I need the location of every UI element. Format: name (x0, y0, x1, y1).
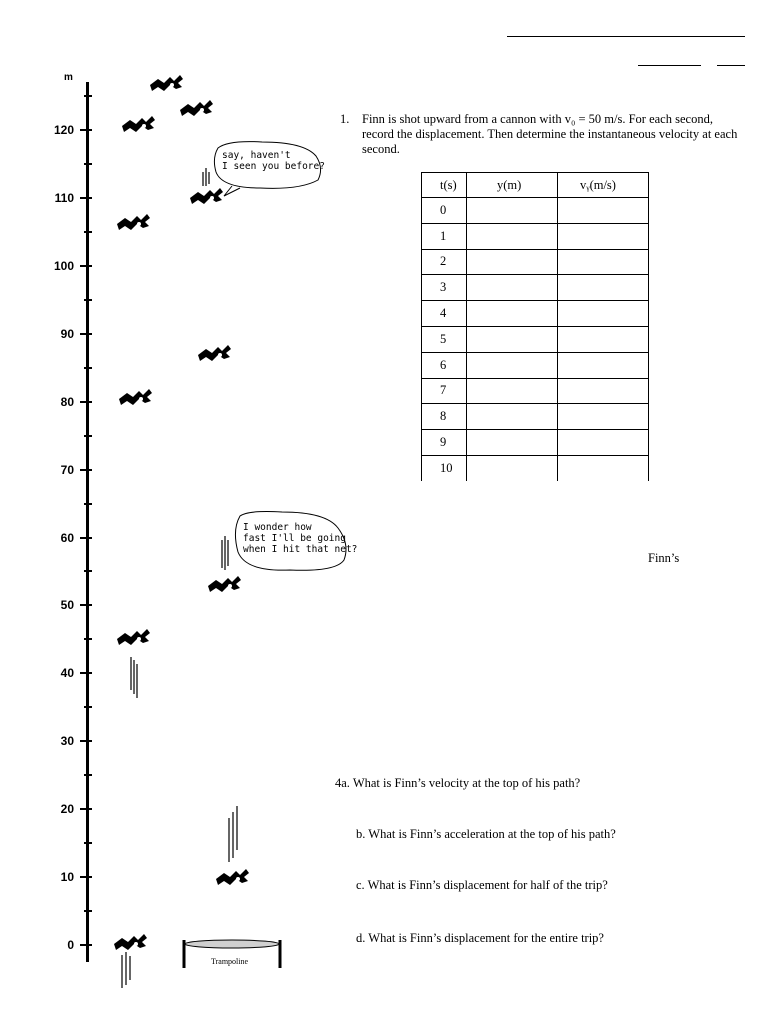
col-header-time: t(s) (422, 173, 467, 198)
question-1-text: Finn is shot upward from a cannon with v₀ = 50 m/s. For each second, record the displacement. Then determine the instantaneous velocity at each second. (362, 112, 738, 156)
question-4a: 4a. What is Finn’s velocity at the top of his path? (335, 776, 581, 790)
finn-label: Finn’s (648, 551, 680, 565)
finn-figure-icon (117, 629, 150, 645)
time-cell: 6 (422, 352, 467, 378)
time-cell: 7 (422, 378, 467, 404)
axis-label: 30 (60, 734, 74, 749)
question-4d: d. What is Finn’s displacement for the entire trip? (356, 931, 604, 945)
time-cell: 3 (422, 275, 467, 301)
speech-bubble-middle-text: I wonder how fast I'll be going when I hit that net? (243, 522, 358, 555)
question-4b: b. What is Finn’s acceleration at the top of his path? (356, 827, 616, 841)
axis-label: 70 (60, 462, 74, 477)
col-header-velocity: vᵧ(m/s) (558, 173, 649, 198)
time-cell: 10 (422, 455, 467, 480)
finn-figure-icon (208, 576, 241, 592)
axis-label: 100 (53, 258, 74, 273)
finn-figure-icon (150, 75, 183, 91)
axis-label: 20 (60, 802, 74, 817)
time-cell: 2 (422, 249, 467, 275)
finn-figure-icon (114, 934, 147, 950)
axis-label: 10 (60, 870, 74, 885)
finn-figure-icon (117, 214, 150, 230)
time-cell: 1 (422, 223, 467, 249)
time-cell: 0 (422, 198, 467, 224)
time-cell: 8 (422, 404, 467, 430)
axis-label: 0 (67, 938, 74, 952)
finn-figure-icon (119, 389, 152, 405)
finn-figure-icon (180, 100, 213, 116)
finn-figure-icon (122, 116, 155, 132)
question-1-number: 1. (340, 112, 350, 126)
axis-label: 110 (54, 190, 74, 205)
finn-figure-icon (198, 345, 231, 361)
time-cell: 9 (422, 430, 467, 456)
question-4c: c. What is Finn’s displacement for half of the trip? (356, 878, 608, 892)
axis-label: 90 (60, 326, 74, 341)
axis-label: 120 (53, 123, 74, 137)
axis-unit-label: m (64, 72, 73, 83)
finn-figure-icon (190, 188, 223, 204)
trampoline-label: Trampoline (211, 957, 249, 966)
axis-label: 40 (60, 666, 74, 681)
axis-label: 50 (60, 598, 74, 613)
time-cell: 5 (422, 326, 467, 352)
speech-bubble-top-text: say, haven't I seen you before? (222, 150, 325, 172)
axis-label: 80 (60, 394, 74, 409)
time-cell: 4 (422, 301, 467, 327)
col-header-displacement: y(m) (467, 173, 558, 198)
axis-label: 60 (60, 530, 74, 545)
finn-figure-icon (216, 869, 249, 885)
